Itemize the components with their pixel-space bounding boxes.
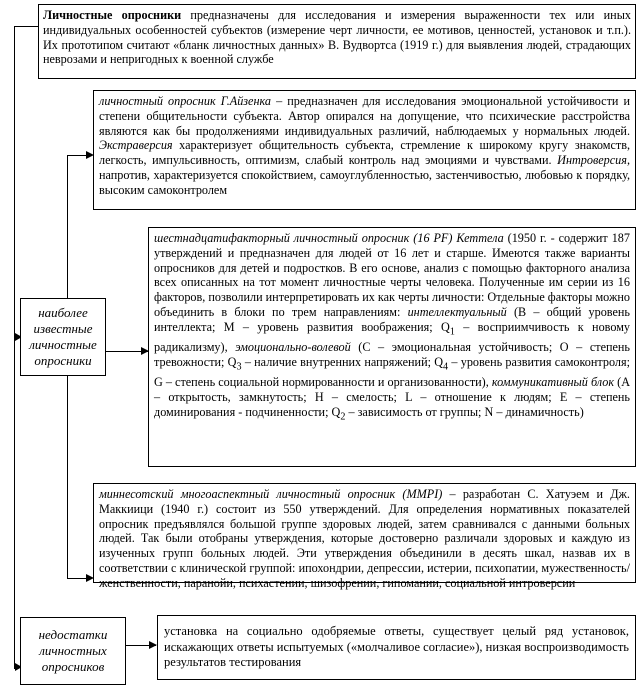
cattell-sub3: 3 xyxy=(236,361,242,373)
cattell-emotional: эмоционально-волевой xyxy=(235,340,351,355)
cattell-text7: (А – открытость, замкнутость; Н – смелость; L – отношение к людям; Е – степень доминирования - подчиненности; Q xyxy=(154,375,630,419)
known-questionnaires-label: наиболее известные личностные опросники xyxy=(29,305,97,368)
top-box-title: Личностные опросники xyxy=(43,8,182,22)
cattell-sub2: 2 xyxy=(340,411,346,423)
top-box xyxy=(38,4,636,79)
cattell-text4: (С – эмоциональная устойчивость; О – степень тревожности; Q xyxy=(154,340,630,369)
drawbacks-box-label xyxy=(20,617,126,685)
cattell-intellectual: интеллектуальный xyxy=(407,304,507,319)
eysenck-text2: характеризует общительность субъекта, стремление к широкому кругу знакомств, легкость, импульсивность, оптимизм, слабый контроль над эмоциями и чувствами. xyxy=(99,138,630,168)
main-vertical-connector xyxy=(14,26,15,669)
eysenck-text1: – предназначен для исследования эмоциональной устойчивости и степени общительности субъекта. Автор опирался на допущение, что психические расстройства являются как бы продолжениями индивидуальных различий, наблюдаемых у нормальных людей. xyxy=(99,94,630,138)
known-questionnaires-box xyxy=(20,298,106,376)
mmpi-name: миннесотский многоаспектный личностный опросник (MMPI) xyxy=(99,487,443,501)
cattell-text8: – зависимость от группы; N – динамичность) xyxy=(345,404,584,419)
cattell-sub4: 4 xyxy=(443,361,449,373)
drawbacks-label: недостатки личностных опросников xyxy=(38,627,108,674)
mmpi-box xyxy=(93,483,636,590)
top-connector xyxy=(14,26,38,27)
drawbacks-text: установка на социально одобряемые ответы, существует целый ряд установок, искажающих ответы испытуемых («молчаливое согласие»), низкая воспроизводимость результатов тестирования xyxy=(164,624,629,669)
eysenck-extraversion: Экстраверсия xyxy=(99,138,173,153)
cattell-sub1: 1 xyxy=(449,326,455,338)
cattell-box xyxy=(148,227,636,467)
cattell-name: шестнадцатифакторный личностный опросник (16 PF) Кеттела xyxy=(154,231,504,245)
top-box-text: предназначены для исследования и измерения выраженности тех или иных индивидуальных особенностей субъектов (измерение черт личности, ее мотивов, ценностей, установок и т.п.). Их прототипом считают «бланк личностных данных» В. Вудвортса (1919 г.) для выявления людей, страдающих неврозами и непригодных к военной службе xyxy=(43,8,631,67)
cattell-text5: – наличие внутренних напряжений; Q xyxy=(241,354,444,369)
cattell-text2: (В – общий уровень интеллекта; М – уровень развития воображения; Q xyxy=(154,304,630,334)
drawbacks-box xyxy=(157,615,636,680)
cattell-text1: (1950 г. - содержит 187 утверждений и предназначен для людей от 16 лет и старше. Имеются также варианты опросников для детей и подростков. В его основе, анализ с помощью факторного анализа всех описанных на тот момент личностные черты человека. Полученные им серии из 16 факторов, позволили интерпретировать их как черты личности: Отдельные факторы можно объединить в блоки по трем направлениям: xyxy=(154,231,630,319)
arrow-drawbacks-box xyxy=(149,641,157,649)
cattell-text3: – восприимчивость к новому радикализму), xyxy=(154,319,631,355)
eysenck-box xyxy=(93,90,636,210)
mmpi-text: – разработан С. Хатуэем и Дж. Маккиици (1940 г.) состоит из 550 утверждений. Для определения нормативных показателей опросник предъявлялся большой группе здоровых людей, затем сравнивался с данными больных людей. Так были отобраны утверждения, которые достоверно различали здоровых и каждую из изученных групп больных людей. Эти утверждения объединили в десять шкал, назвав их в соответствии с клинической группой: ипохондрии, депрессии, истерии, психопатии, мужественность/ женственности, паранойи, психастении, шизофрении, гипомании, социальной интроверсии xyxy=(99,487,630,590)
eysenck-text3: напротив, характеризуется спокойствием, самоуглубленностью, застенчивостью, любовью к порядку, высоким самоконтролем xyxy=(99,167,630,197)
cattell-communicative: коммуникативный блок xyxy=(491,375,615,390)
cattell-text6: – уровень развития самоконтроля; G – степень социальной нормированности и организованности), xyxy=(154,354,630,390)
eysenck-name: личностный опросник Г.Айзенка xyxy=(99,94,272,108)
eysenck-introversion: Интроверсия, xyxy=(557,153,630,168)
